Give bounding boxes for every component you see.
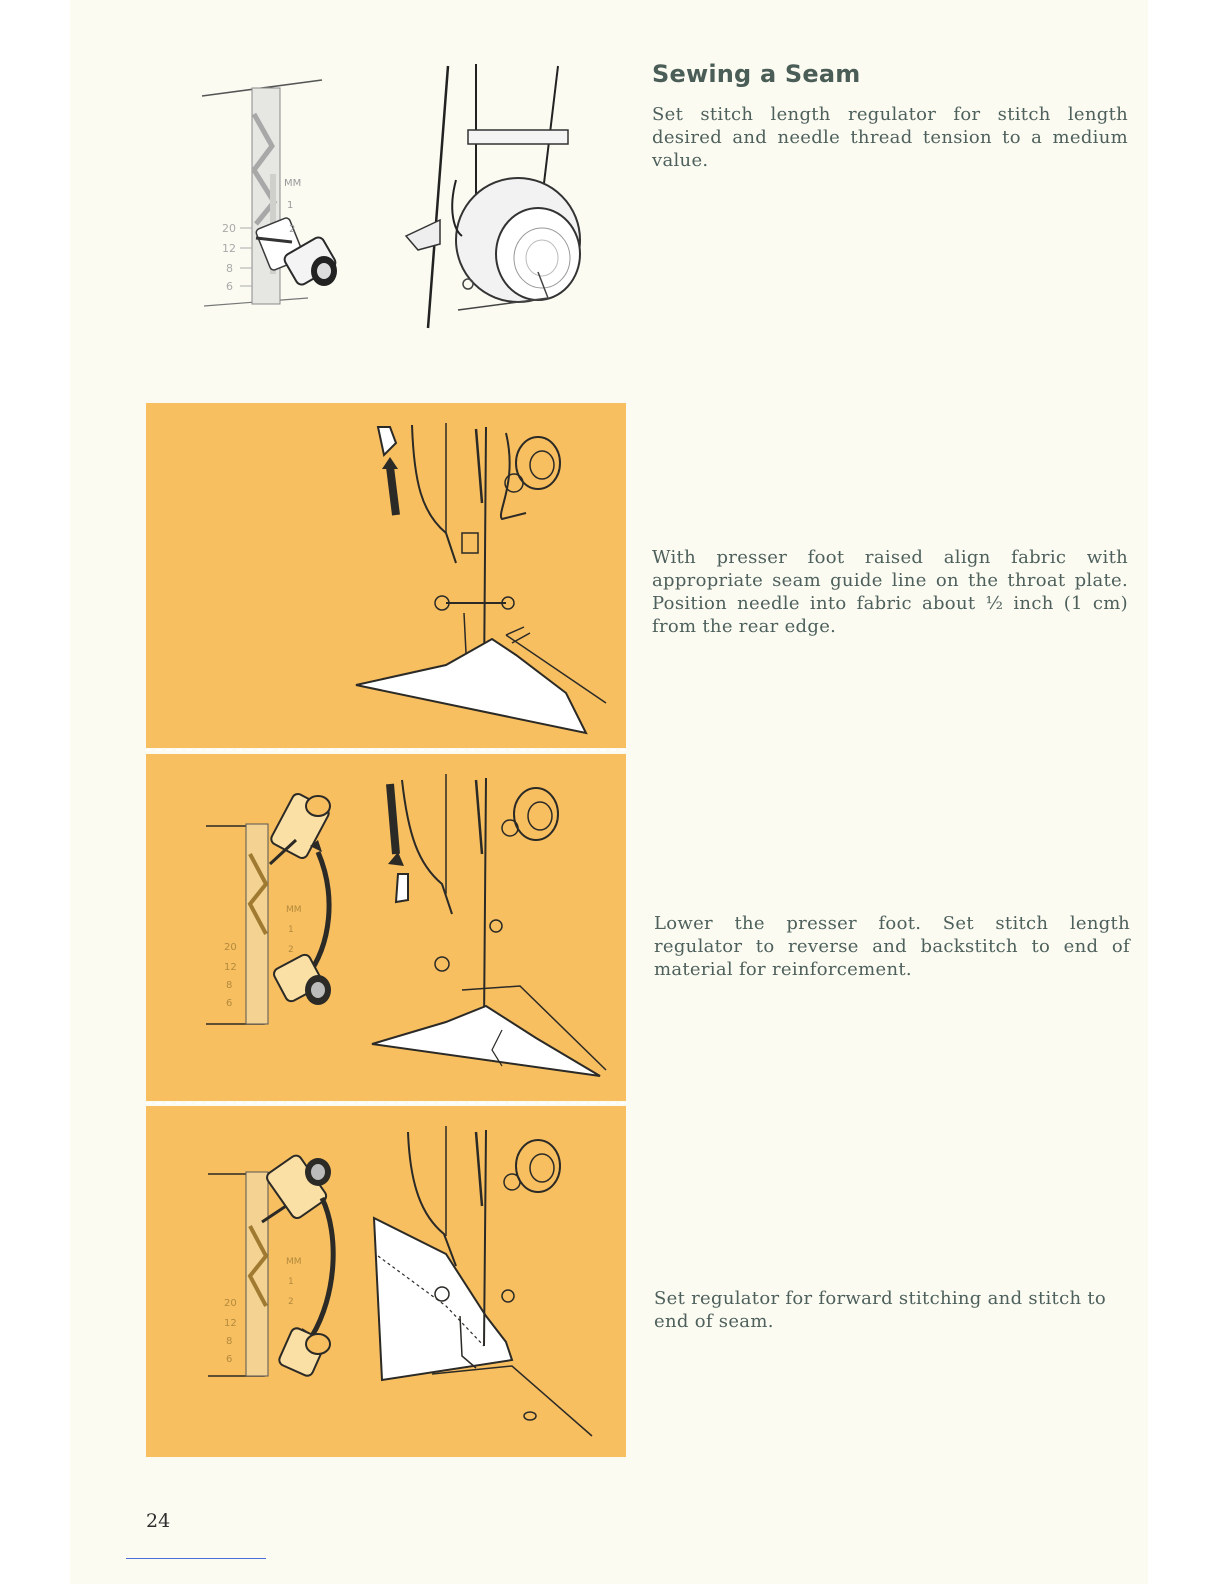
illustration-panel-align-fabric	[146, 403, 626, 748]
step-4-text: Set regulator for forward stitching and stitch to end of seam.	[654, 1288, 1107, 1332]
stitch-mark-8: 8	[226, 1336, 233, 1347]
stitch-mark-6: 6	[226, 1354, 233, 1365]
panel-divider	[146, 1102, 626, 1104]
mm-unit-label: MM	[284, 178, 302, 189]
mm-mark-1: 1	[288, 1277, 294, 1287]
step-1-text: Set stitch length regulator for stitch length desired and needle thread tension to a medium value.	[652, 104, 1128, 171]
footer-rule	[126, 1558, 266, 1559]
mm-mark-2: 2	[289, 224, 296, 235]
tension-dial-illustration	[398, 60, 598, 332]
stitch-mark-12: 12	[224, 1318, 237, 1329]
stitch-mark-20: 20	[224, 1298, 237, 1309]
mm-unit-label: MM	[286, 1257, 302, 1267]
stitch-mark-20: 20	[224, 942, 237, 953]
mm-mark-2: 2	[288, 1297, 294, 1307]
step-2-text: With presser foot raised align fabric with appropriate seam guide line on the throat plate. Position needle into fabric about ½ inch (1 cm) from the rear edge.	[652, 547, 1128, 637]
mm-mark-1: 1	[288, 925, 294, 935]
panel-divider	[146, 749, 626, 751]
step-3-text: Lower the presser foot. Set stitch length regulator to reverse and backstitch to end of material for reinforcement.	[654, 913, 1130, 980]
mm-unit-label: MM	[286, 905, 302, 915]
stitch-mark-8: 8	[226, 262, 233, 275]
section-heading: Sewing a Seam	[652, 60, 861, 88]
stitch-mark-12: 12	[224, 962, 237, 973]
mm-mark-1: 1	[287, 200, 294, 211]
illustration-panel-forward-stitch	[146, 1106, 626, 1457]
stitch-regulator-illustration	[196, 74, 346, 314]
stitch-mark-12: 12	[222, 242, 236, 255]
page-number: 24	[146, 1510, 171, 1532]
stitch-mark-8: 8	[226, 980, 233, 991]
stitch-mark-6: 6	[226, 280, 233, 293]
mm-mark-2: 2	[288, 945, 294, 955]
illustration-panel-backstitch	[146, 754, 626, 1101]
stitch-mark-20: 20	[222, 222, 236, 235]
stitch-mark-6: 6	[226, 998, 233, 1009]
